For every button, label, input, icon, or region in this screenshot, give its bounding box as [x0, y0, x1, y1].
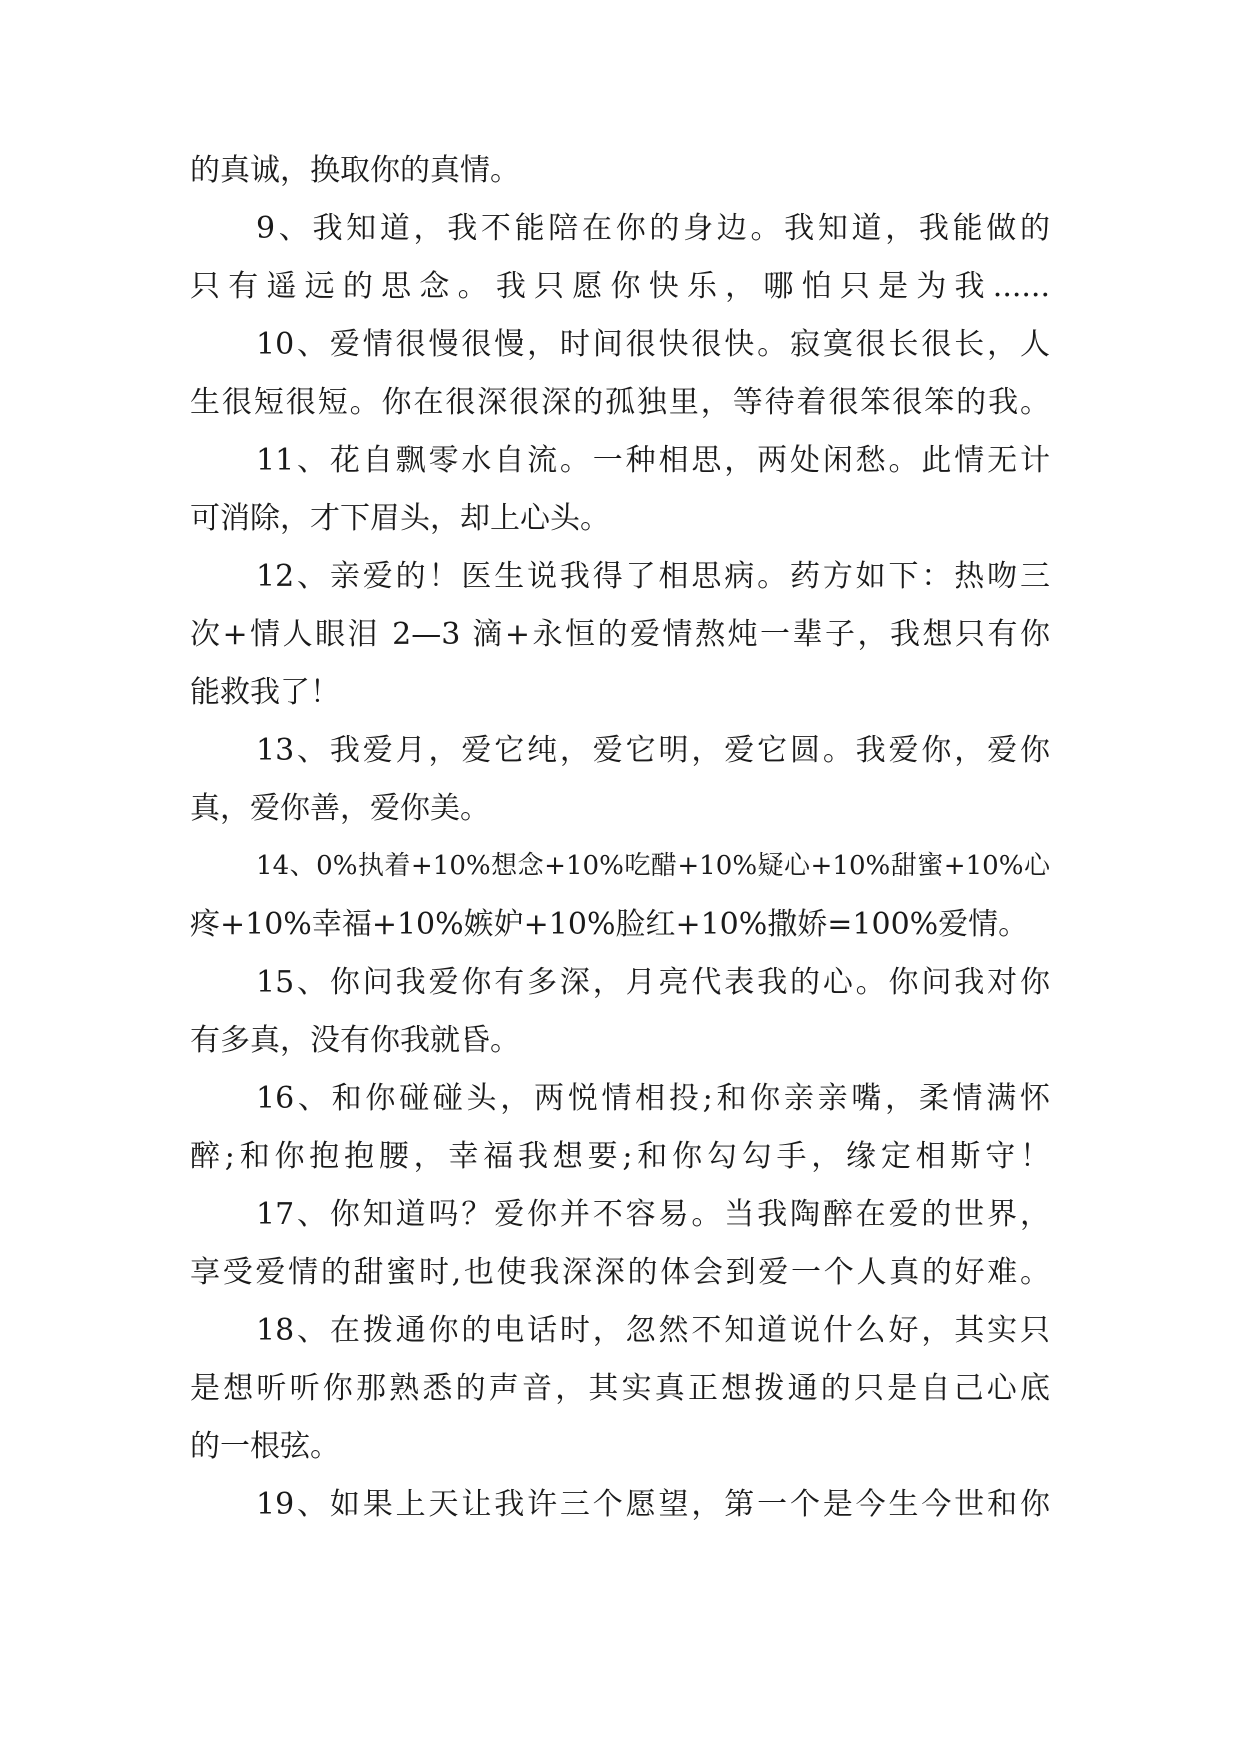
text-line: 的一根弦。	[190, 1429, 340, 1464]
text-line: 的真诚，换取你的真情。	[190, 153, 520, 188]
text-line: 18、在拨通你的电话时，忽然不知道说什么好，其实只	[256, 1313, 1050, 1348]
text-line: 14、0%执着+10%想念+10%吃醋+10%疑心+10%甜蜜+10%心	[256, 851, 1050, 881]
text-line: 只有遥远的思念。我只愿你快乐，哪怕只是为我......	[190, 269, 1050, 304]
text-line: 12、亲爱的！医生说我得了相思病。药方如下：热吻三	[256, 559, 1050, 594]
text-line: 能救我了！	[190, 675, 340, 710]
text-line: 17、你知道吗？爱你并不容易。当我陶醉在爱的世界，	[256, 1197, 1050, 1232]
text-line: 可消除，才下眉头，却上心头。	[190, 501, 610, 536]
text-line: 15、你问我爱你有多深，月亮代表我的心。你问我对你	[256, 965, 1050, 1000]
text-line: 9、我知道，我不能陪在你的身边。我知道，我能做的	[256, 211, 1050, 246]
text-line: 享受爱情的甜蜜时,也使我深深的体会到爱一个人真的好难。	[190, 1255, 1050, 1290]
text-line: 是想听听你那熟悉的声音，其实真正想拨通的只是自己心底	[190, 1371, 1050, 1406]
text-line: 真，爱你善，爱你美。	[190, 791, 490, 826]
text-line: 10、爱情很慢很慢，时间很快很快。寂寞很长很长，人	[256, 327, 1050, 362]
text-line: 16、和你碰碰头，两悦情相投;和你亲亲嘴，柔情满怀	[256, 1081, 1050, 1116]
text-line: 醉;和你抱抱腰，幸福我想要;和你勾勾手，缘定相斯守！	[190, 1139, 1050, 1174]
text-line: 19、如果上天让我许三个愿望，第一个是今生今世和你	[256, 1487, 1050, 1522]
text-line: 次+情人眼泪 2—3 滴+永恒的爱情熬炖一辈子，我想只有你	[190, 617, 1050, 652]
text-line: 11、花自飘零水自流。一种相思，两处闲愁。此情无计	[256, 443, 1050, 478]
text-line: 13、我爱月，爱它纯，爱它明，爱它圆。我爱你，爱你	[256, 733, 1050, 768]
text-line: 疼+10%幸福+10%嫉妒+10%脸红+10%撒娇=100%爱情。	[190, 907, 1029, 942]
text-line: 生很短很短。你在很深很深的孤独里，等待着很笨很笨的我。	[190, 385, 1050, 420]
text-line: 有多真，没有你我就昏。	[190, 1023, 520, 1058]
document-body	[190, 152, 1050, 1544]
